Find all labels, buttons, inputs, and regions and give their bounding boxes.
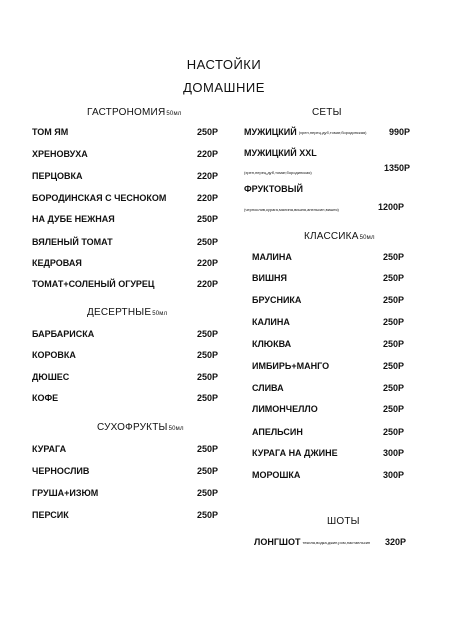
item-name: ТОМАТ+СОЛЕНЫЙ ОГУРЕЦ bbox=[32, 279, 155, 289]
shots-heading-label: ШОТЫ bbox=[327, 516, 360, 527]
item-name: ТОМ ЯМ bbox=[32, 127, 69, 137]
item-name: КОФЕ bbox=[32, 393, 59, 403]
item-name: ГРУША+ИЗЮМ bbox=[32, 488, 99, 498]
item-name: БРУСНИКА bbox=[252, 295, 302, 305]
classic-volume: 50мл bbox=[359, 235, 375, 241]
item-name: МОРОШКА bbox=[252, 470, 301, 480]
item-price: 990Р bbox=[388, 127, 410, 137]
item-price: 250Р bbox=[196, 372, 218, 382]
classic-list bbox=[252, 0, 404, 640]
menu-item bbox=[252, 295, 404, 309]
item-price: 300Р bbox=[382, 448, 404, 458]
sets-heading-label: СЕТЫ bbox=[312, 107, 342, 118]
menu-item bbox=[32, 350, 218, 364]
item-price: 250Р bbox=[382, 273, 404, 283]
left-column bbox=[32, 0, 218, 640]
item-price: 1350Р bbox=[383, 163, 410, 173]
item-name: ДЮШЕС bbox=[32, 372, 70, 382]
menu-item bbox=[32, 258, 218, 272]
shot-name: ЛОНГШОТ bbox=[254, 537, 301, 547]
gastro-heading-label: ГАСТРОНОМИЯ bbox=[87, 107, 166, 118]
menu-item bbox=[32, 444, 218, 458]
item-price: 250Р bbox=[196, 127, 218, 137]
item-name: ФРУКТОВЫЙ bbox=[244, 184, 303, 194]
classic-heading-label: КЛАССИКА bbox=[304, 231, 359, 242]
item-price: 250Р bbox=[196, 466, 218, 476]
item-name: КАЛИНА bbox=[252, 317, 290, 327]
menu-item bbox=[252, 317, 404, 331]
item-price: 250Р bbox=[196, 488, 218, 498]
menu-item bbox=[252, 427, 404, 441]
item-name: ПЕРЦОВКА bbox=[32, 171, 83, 181]
item-price: 300Р bbox=[382, 470, 404, 480]
item-name: КЕДРОВАЯ bbox=[32, 258, 82, 268]
item-price: 220Р bbox=[196, 258, 218, 268]
menu-item bbox=[32, 149, 218, 163]
menu-item bbox=[32, 488, 218, 502]
shots-heading bbox=[327, 516, 360, 527]
item-name: ВИШНЯ bbox=[252, 273, 287, 283]
menu-item bbox=[252, 383, 404, 397]
menu-item bbox=[252, 252, 404, 266]
item-price: 250Р bbox=[382, 361, 404, 371]
dessert-volume: 50мл bbox=[152, 311, 168, 317]
menu-item bbox=[32, 127, 218, 141]
menu-item bbox=[252, 361, 404, 375]
item-name: НА ДУБЕ НЕЖНАЯ bbox=[32, 214, 115, 224]
set-note: (хрен,перец,дуб,томат,бородинская) bbox=[244, 170, 312, 175]
menu-item bbox=[32, 214, 218, 228]
item-price: 220Р bbox=[196, 193, 218, 203]
item-name: ВЯЛЕНЫЙ ТОМАТ bbox=[32, 237, 113, 247]
menu-title-line2: ДОМАШНИЕ bbox=[183, 80, 265, 95]
shot-item bbox=[254, 537, 406, 551]
item-name: ИМБИРЬ+МАНГО bbox=[252, 361, 330, 371]
item-price: 220Р bbox=[196, 171, 218, 181]
item-name: МУЖИЦКИЙ XXL bbox=[244, 148, 317, 158]
menu-item bbox=[32, 372, 218, 386]
dried-volume: 50мл bbox=[168, 426, 184, 432]
menu-item bbox=[252, 448, 404, 462]
gastro-heading bbox=[87, 107, 181, 118]
item-price: 250Р bbox=[196, 350, 218, 360]
item-price: 250Р bbox=[196, 237, 218, 247]
item-price: 220Р bbox=[196, 279, 218, 289]
dried-heading bbox=[97, 422, 184, 433]
item-name: КУРАГА НА ДЖИНЕ bbox=[252, 448, 338, 458]
menu-item bbox=[252, 273, 404, 287]
item-price: 320Р bbox=[384, 537, 406, 547]
item-price: 250Р bbox=[382, 252, 404, 262]
menu-item bbox=[32, 393, 218, 407]
dessert-heading-label: ДЕСЕРТНЫЕ bbox=[87, 307, 152, 318]
menu-item bbox=[32, 237, 218, 251]
item-price: 250Р bbox=[382, 317, 404, 327]
item-name: МАЛИНА bbox=[252, 252, 292, 262]
item-name: ЛИМОНЧЕЛЛО bbox=[252, 404, 318, 414]
dessert-heading bbox=[87, 307, 167, 318]
item-name: СЛИВА bbox=[252, 383, 284, 393]
set-note: (хрен,перец,дуб,томат,бородинская) bbox=[298, 130, 367, 136]
item-price: 250Р bbox=[382, 383, 404, 393]
item-price: 250Р bbox=[196, 510, 218, 520]
menu-item bbox=[32, 279, 218, 293]
item-price: 250Р bbox=[382, 427, 404, 437]
menu-item bbox=[252, 470, 404, 484]
item-name: КУРАГА bbox=[32, 444, 67, 454]
menu-item bbox=[32, 171, 218, 185]
menu-item bbox=[32, 466, 218, 480]
menu-item bbox=[32, 329, 218, 343]
item-price: 250Р bbox=[382, 404, 404, 414]
menu-item bbox=[32, 510, 218, 524]
dried-heading-label: СУХОФРУКТЫ bbox=[97, 422, 168, 433]
item-name: БАРБАРИСКА bbox=[32, 329, 95, 339]
item-price: 250Р bbox=[196, 444, 218, 454]
item-name: ЧЕРНОСЛИВ bbox=[32, 466, 90, 476]
menu-item bbox=[252, 404, 404, 418]
item-name bbox=[254, 537, 370, 547]
menu-item bbox=[32, 193, 218, 207]
item-price: 250Р bbox=[196, 393, 218, 403]
item-price: 250Р bbox=[196, 214, 218, 224]
item-price: 220Р bbox=[196, 149, 218, 159]
shot-note: текила,водка,джин,ром,настаельсин bbox=[302, 540, 371, 546]
set-note: (чернослив,курага,малина,вишня,апельсин,вишня) bbox=[244, 207, 339, 212]
item-price: 250Р bbox=[382, 339, 404, 349]
item-price: 250Р bbox=[196, 329, 218, 339]
item-name: КОРОВКА bbox=[32, 350, 76, 360]
gastro-volume: 50мл bbox=[166, 111, 182, 117]
item-name: АПЕЛЬСИН bbox=[252, 427, 303, 437]
item-name: ХРЕНОВУХА bbox=[32, 149, 88, 159]
item-name: ПЕРСИК bbox=[32, 510, 69, 520]
set-name: МУЖИЦКИЙ bbox=[244, 127, 297, 137]
item-name: БОРОДИНСКАЯ С ЧЕСНОКОМ bbox=[32, 193, 167, 203]
item-price: 250Р bbox=[382, 295, 404, 305]
item-price: 1200Р bbox=[377, 202, 404, 212]
menu-title-line1: НАСТОЙКИ bbox=[186, 57, 262, 72]
item-name: КЛЮКВА bbox=[252, 339, 292, 349]
menu-item bbox=[252, 339, 404, 353]
